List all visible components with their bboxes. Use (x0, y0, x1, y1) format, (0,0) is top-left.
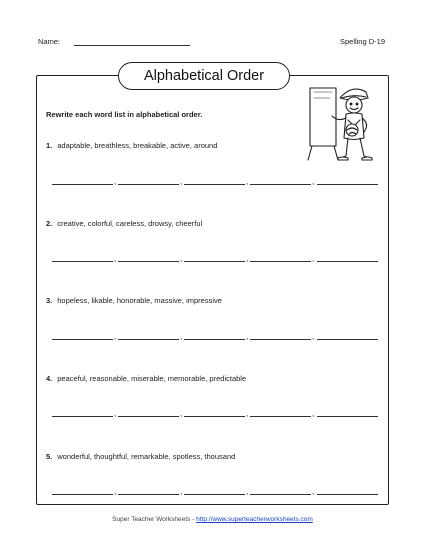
comma: , (114, 409, 117, 418)
question-number: 1. (46, 141, 53, 150)
comma: , (180, 487, 183, 496)
answer-blank[interactable] (118, 176, 179, 185)
answer-blank[interactable] (52, 253, 113, 262)
comma: , (246, 177, 249, 186)
answer-blank[interactable] (118, 486, 179, 495)
answer-blank[interactable] (184, 176, 245, 185)
question-word-list: creative, colorful, careless, drowsy, cheerful (57, 219, 203, 228)
comma: , (312, 409, 315, 418)
comma: , (180, 409, 183, 418)
title-pill (118, 62, 290, 90)
question-5 (46, 452, 235, 461)
name-row (38, 37, 60, 46)
answer-row-1 (52, 176, 378, 186)
page-title: Alphabetical Order (143, 68, 265, 84)
comma: , (114, 332, 117, 341)
comma: , (180, 332, 183, 341)
comma: , (312, 332, 315, 341)
answer-blank[interactable] (52, 176, 113, 185)
answer-blank[interactable] (250, 408, 311, 417)
teacher-mascot-illustration (302, 78, 382, 168)
answer-blank[interactable] (317, 408, 378, 417)
answer-blank[interactable] (184, 331, 245, 340)
answer-blank[interactable] (317, 486, 378, 495)
answer-row-2 (52, 253, 378, 263)
answer-blank[interactable] (118, 253, 179, 262)
comma: , (114, 487, 117, 496)
answer-blank[interactable] (184, 253, 245, 262)
question-number: 3. (46, 296, 53, 305)
worksheet-code: Spelling D-19 (339, 37, 385, 46)
comma: , (114, 177, 117, 186)
footer-separator: - (192, 516, 195, 523)
question-2 (46, 219, 202, 228)
answer-blank[interactable] (118, 331, 179, 340)
comma: , (246, 409, 249, 418)
question-1 (46, 141, 217, 150)
question-word-list: hopeless, likable, honorable, massive, impressive (57, 296, 222, 305)
comma: , (180, 254, 183, 263)
answer-blank[interactable] (52, 486, 113, 495)
comma: , (246, 332, 249, 341)
comma: , (312, 487, 315, 496)
comma: , (114, 254, 117, 263)
answer-blank[interactable] (52, 331, 113, 340)
footer-publisher: Super Teacher Worksheets (112, 516, 191, 523)
comma: , (312, 177, 315, 186)
question-number: 4. (46, 374, 53, 383)
answer-row-4 (52, 408, 378, 418)
answer-blank[interactable] (250, 176, 311, 185)
answer-blank[interactable] (184, 408, 245, 417)
question-4 (46, 374, 246, 383)
question-word-list: adaptable, breathless, breakable, active, around (57, 141, 218, 150)
question-number: 5. (46, 452, 53, 461)
answer-row-5 (52, 486, 378, 496)
answer-blank[interactable] (184, 486, 245, 495)
answer-blank[interactable] (317, 176, 378, 185)
answer-blank[interactable] (250, 486, 311, 495)
answer-blank[interactable] (118, 408, 179, 417)
instructions: Rewrite each word list in alphabetical order. (46, 110, 203, 119)
name-label: Name: (38, 37, 61, 46)
name-field[interactable] (74, 45, 190, 46)
question-3 (46, 296, 222, 305)
comma: , (180, 177, 183, 186)
answer-blank[interactable] (52, 408, 113, 417)
question-number: 2. (46, 219, 53, 228)
question-word-list: wonderful, thoughtful, remarkable, spotless, thousand (57, 452, 236, 461)
answer-blank[interactable] (250, 253, 311, 262)
comma: , (246, 254, 249, 263)
question-word-list: peaceful, reasonable, miserable, memorable, predictable (57, 374, 247, 383)
footer (0, 516, 425, 523)
answer-blank[interactable] (317, 253, 378, 262)
comma: , (312, 254, 315, 263)
answer-row-3 (52, 331, 378, 341)
answer-blank[interactable] (250, 331, 311, 340)
comma: , (246, 487, 249, 496)
answer-blank[interactable] (317, 331, 378, 340)
footer-link[interactable]: http://www.superteacherworksheets.com (196, 516, 313, 523)
